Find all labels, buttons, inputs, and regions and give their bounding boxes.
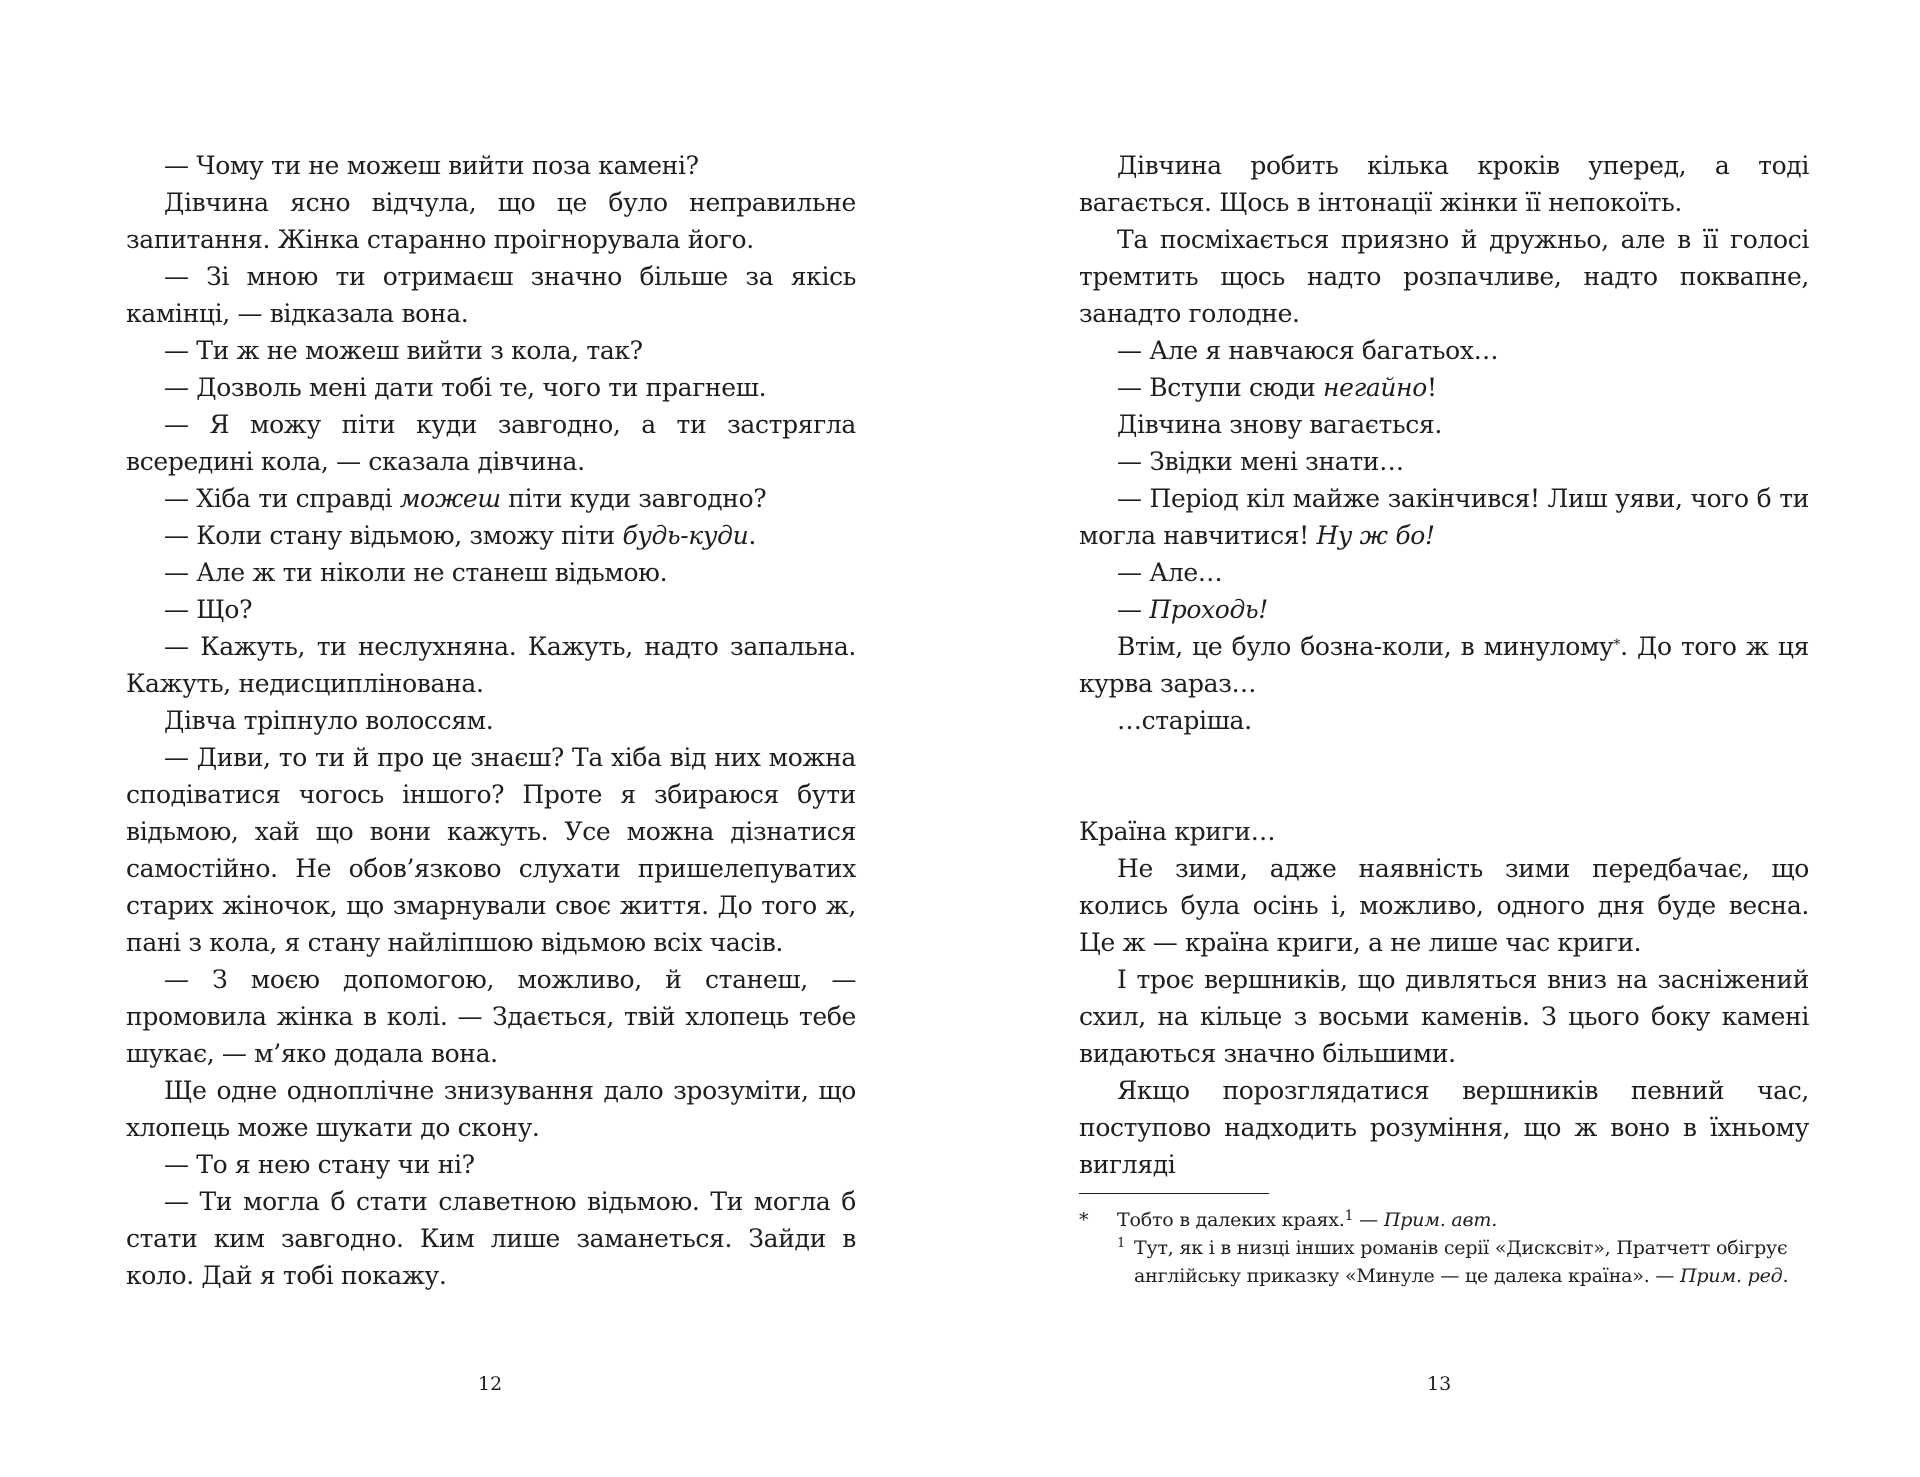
paragraph: Дівчина ясно відчула, що це було неправильне запитання. Жінка старанно проігнорувала його. xyxy=(126,188,856,254)
footnote-reference: * xyxy=(1613,637,1621,653)
paragraph: Дівча тріпнуло волоссям. xyxy=(164,706,494,735)
paragraph: Ще одне одноплічне знизування дало зрозуміти, що хлопець може шукати до скону. xyxy=(126,1076,856,1142)
footnote-divider xyxy=(1079,1193,1269,1194)
paragraph: — Ти ж не можеш вийти з кола, так? xyxy=(164,336,643,365)
paragraph: — То я нею стану чи ні? xyxy=(164,1150,475,1179)
footnote-reference: 1 xyxy=(1344,1208,1354,1224)
footnote-mark: 1 xyxy=(1117,1236,1126,1251)
emphasis: можеш xyxy=(399,484,501,513)
paragraph: — Хіба ти справді можеш піти куди завгодно? xyxy=(164,484,767,513)
paragraph: — Чому ти не можеш вийти поза камені? xyxy=(164,151,699,180)
paragraph: Не зими, адже наявність зими передбачає, що колись була осінь і, можливо, одного дня буде весна. Це ж — країна криги, а не лише час криги. xyxy=(1079,854,1809,957)
paragraph: Втім, це було бозна-коли, в минулому*. До того ж ця курва зараз… xyxy=(1079,632,1809,698)
paragraph: — З моєю допомогою, можливо, й станеш, — промовила жінка в колі. — Здається, твій хлопець тебе шукає, — м’яко додала вона. xyxy=(126,965,856,1068)
paragraph: — Проходь! xyxy=(1117,595,1268,624)
paragraph: — Але я навчаюся багатьох… xyxy=(1117,336,1499,365)
emphasis: Прим. авт. xyxy=(1383,1209,1498,1231)
paragraph: — Я можу піти куди завгодно, а ти застрягла всередині кола, — сказала дівчина. xyxy=(126,410,856,476)
section-opening: Країна криги… xyxy=(1079,817,1276,846)
paragraph: — Коли стану відьмою, зможу піти будь-куди. xyxy=(164,521,756,550)
emphasis: Проходь! xyxy=(1149,595,1268,624)
paragraph: Дівчина знову вагається. xyxy=(1117,410,1442,439)
emphasis: Ну ж бо! xyxy=(1316,521,1435,550)
paragraph: …старіша. xyxy=(1117,706,1252,735)
footnotes xyxy=(1079,1206,1809,1290)
left-page-body xyxy=(126,147,856,1294)
paragraph: — Диви, то ти й про це знаєш? Та хіба від них можна сподіватися чогось іншого? Проте я збираюся бути відьмою, хай що вони кажуть. Усе можна дізнатися самостійно. Не обов’язково слухати пришелепуватих старих жіночок, що змарнували своє життя. До того ж, пані з кола, я стану найліпшою відьмою всіх часів. xyxy=(126,743,856,957)
emphasis: будь-куди xyxy=(622,521,749,550)
paragraph: — Але… xyxy=(1117,558,1223,587)
footnote-mark: * xyxy=(1079,1209,1089,1231)
emphasis: негайно xyxy=(1323,373,1427,402)
paragraph: Та посміхається приязно й дружньо, але в її голосі тремтить щось надто розпачливе, надто поквапне, занадто голодне. xyxy=(1079,225,1809,328)
paragraph: Якщо порозглядатися вершників певний час, поступово надходить розуміння, що ж воно в їхньому вигляді xyxy=(1079,1076,1809,1179)
paragraph: — Зі мною ти отримаєш значно більше за якісь камінці, — відказала вона. xyxy=(126,262,856,328)
right-page-body xyxy=(1079,147,1809,1183)
right-page xyxy=(960,0,1920,1477)
paragraph: — Період кіл майже закінчився! Лиш уяви, чого б ти могла навчитися! Ну ж бо! xyxy=(1079,484,1809,550)
footnote: 1 Тут, як і в низці інших романів серії «Дисксвіт», Пратчетт обігрує англійську приказку «Минуле — це далека країна». — Прим. ред. xyxy=(1079,1234,1809,1290)
paragraph: — Дозволь мені дати тобі те, чого ти прагнеш. xyxy=(164,373,767,402)
paragraph: — Що? xyxy=(164,595,253,624)
paragraph: — Кажуть, ти неслухняна. Кажуть, надто запальна. Кажуть, недисциплінована. xyxy=(126,632,856,698)
page-number: 13 xyxy=(1427,1373,1452,1395)
page-number: 12 xyxy=(478,1373,503,1395)
paragraph: І троє вершників, що дивляться вниз на засніжений схил, на кільце з восьми каменів. З цього боку камені видаються значно більшими. xyxy=(1079,965,1809,1068)
footnote: * Тобто в далеких краях.$^1$ — Прим. авт. xyxy=(1079,1206,1809,1234)
paragraph: Дівчина робить кілька кроків уперед, а тоді вагається. Щось в інтонації жінки її непокоїть. xyxy=(1079,151,1809,217)
paragraph: — Вступи сюди негайно! xyxy=(1117,373,1437,402)
emphasis: Прим. ред. xyxy=(1680,1265,1789,1287)
paragraph: — Звідки мені знати… xyxy=(1117,447,1404,476)
paragraph: — Ти могла б стати славетною відьмою. Ти могла б стати ким завгодно. Ким лише заманеться. Зайди в коло. Дай я тобі покажу. xyxy=(126,1187,856,1290)
paragraph: — Але ж ти ніколи не станеш відьмою. xyxy=(164,558,668,587)
